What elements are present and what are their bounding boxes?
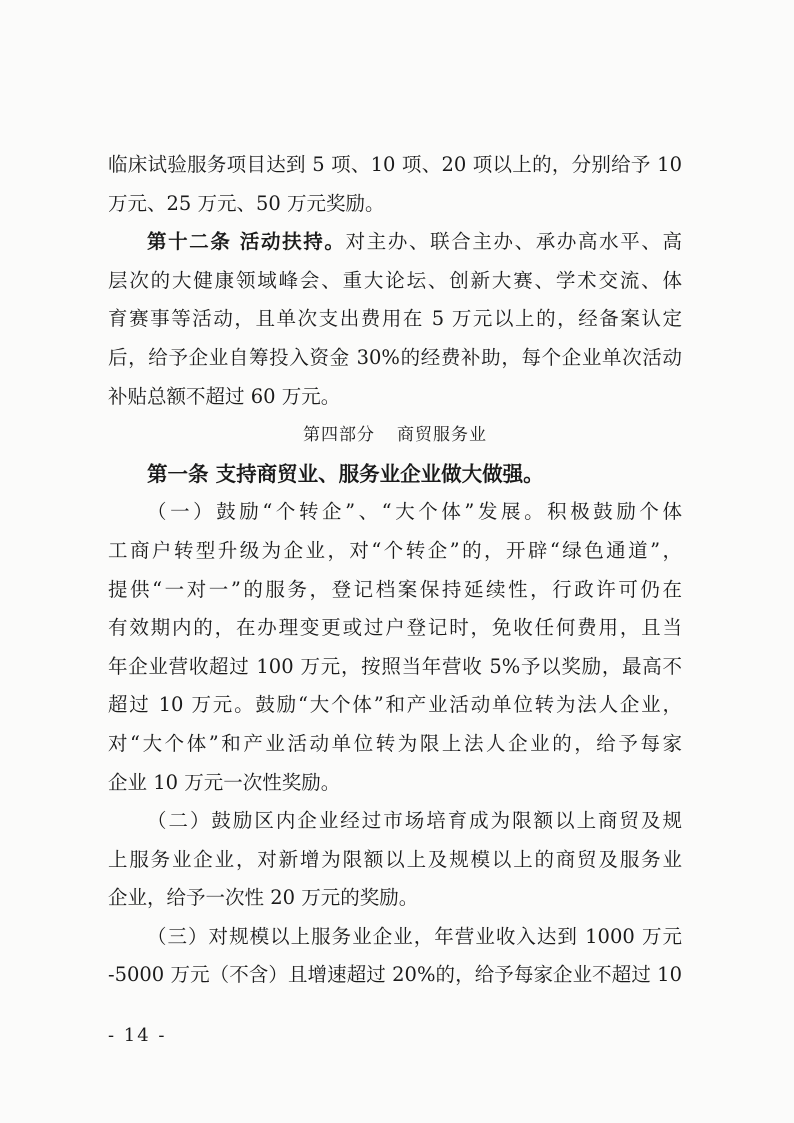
text-line: [108, 455, 682, 494]
text-line: [108, 841, 682, 880]
body-text: （二）鼓励区内企业经过市场培育成为限额以上商贸及规: [147, 809, 682, 833]
body-text: 补贴总额不超过 60 万元。: [108, 384, 341, 408]
section-number: 第四部分: [303, 425, 375, 446]
bold-text: 第一条 支持商贸业、服务业企业做大做强。: [147, 461, 544, 486]
text-line: [108, 185, 682, 224]
text-line: [108, 339, 682, 378]
text-line: [108, 764, 682, 803]
body-text: 年企业营收超过 100 万元，按照当年营收 5%予以奖励，最高不: [108, 654, 682, 678]
text-line: [108, 956, 682, 995]
body-text: 层次的大健康领域峰会、重大论坛、创新大赛、学术交流、体: [108, 268, 682, 292]
section-title: 商贸服务业: [397, 425, 487, 446]
body-text: 超过 10 万元。鼓励“大个体”和产业活动单位转为法人企业，: [108, 693, 682, 717]
body-text: 企业，给予一次性 20 万元的奖励。: [108, 886, 419, 910]
body-text: 临床试验服务项目达到 5 项、10 项、20 项以上的，分别给予 10: [108, 153, 682, 176]
body-text: 万元、25 万元、50 万元奖励。: [108, 191, 385, 215]
body-text: 提供“一对一”的服务，登记档案保持延续性，行政许可仍在: [108, 577, 682, 601]
text-line: [108, 493, 682, 532]
body-text: （三）对规模以上服务业企业，年营业收入达到 1000 万元: [147, 924, 682, 948]
body-text: 对主办、联合主办、承办高水平、高: [345, 230, 682, 254]
body-text: 育赛事等活动，且单次支出费用在 5 万元以上的，经备案认定: [108, 307, 682, 331]
text-line: [108, 300, 682, 339]
text-line: [108, 686, 682, 725]
text-line: [108, 725, 682, 764]
text-line: [108, 648, 682, 687]
text-line: [108, 571, 682, 610]
text-line: [108, 262, 682, 301]
body-text: 对“大个体”和产业活动单位转为限上法人企业的，给予每家: [108, 731, 682, 755]
text-line: [108, 802, 682, 841]
bold-text: 第十二条 活动扶持。: [147, 230, 346, 254]
text-line: [108, 146, 682, 185]
text-line: [108, 532, 682, 571]
text-line: [108, 879, 682, 918]
body-text: 有效期内的，在办理变更或过户登记时，免收任何费用，且当: [108, 616, 682, 640]
text-line: [108, 918, 682, 957]
document-body: [108, 146, 682, 995]
body-text: 后，给予企业自筹投入资金 30%的经费补助，每个企业单次活动: [108, 345, 682, 369]
body-text: -5000 万元（不含）且增速超过 20%的，给予每家企业不超过 10: [108, 963, 682, 987]
text-line: [108, 609, 682, 648]
page-number: - 14 -: [108, 1025, 167, 1046]
body-text: 上服务业企业，对新增为限额以上及规模以上的商贸及服务业: [108, 847, 682, 871]
section-heading: [108, 416, 682, 455]
body-text: （一）鼓励“个转企”、“大个体”发展。积极鼓励个体: [147, 500, 682, 524]
body-text: 工商户转型升级为企业，对“个转企”的，开辟“绿色通道”，: [108, 538, 682, 562]
body-text: 企业 10 万元一次性奖励。: [108, 770, 341, 794]
text-line: [108, 223, 682, 262]
text-line: [108, 378, 682, 417]
